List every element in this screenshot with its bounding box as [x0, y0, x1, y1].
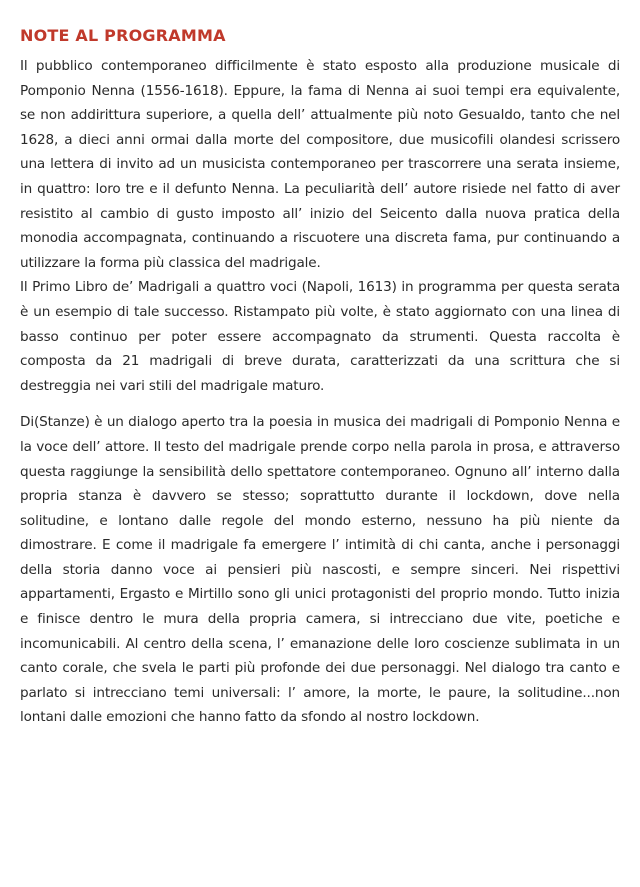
paragraph-nenna-intro: Il pubblico contemporaneo difficilmente è stato esposto alla produzione musicale di Pomponio Nenna (1556-1618). Eppure, la fama di Nenna ai suoi tempi era equivalente, se non addirittura superiore, a quella dell’ attualmente più noto Gesualdo, tanto che nel 1628, a dieci anni ormai dalla morte del compositore, due musicofili olandesi scrissero una lettera di invito ad un musicista contemporaneo per trascorrere una serata insieme, in quattro: loro tre e il defunto Nenna. La peculiarità dell’ autore risiede nel fatto di aver resistito al cambio di gusto imposto all’ inizio del Seicento dalla nuova pratica della monodia accompagnata, continuando a riscuotere una discreta fama, pur continuando a utilizzare la forma più classica del madrigale.	[20, 58, 620, 271]
program-notes	[20, 26, 620, 730]
page-title: NOTE AL PROGRAMMA	[20, 26, 226, 45]
paragraph-distanze: Di(Stanze) è un dialogo aperto tra la poesia in musica dei madrigali di Pomponio Nenna e la voce dell’ attore. Il testo del madrigale prende corpo nella parola in prosa, e attraverso questa raggiunge la sensibilità dello spettatore contemporaneo. Ognuno all’ interno dalla propria stanza è davvero se stesso; soprattutto durante il lockdown, dove nella solitudine, e lontano dalle regole del mondo esterno, nessuno ha più niente da dimostrare. E come il madrigale fa emergere l’ intimità di chi canta, anche i personaggi della storia danno voce ai pensieri più nascosti, e sempre sinceri. Nei rispettivi appartamenti, Ergasto e Mirtillo sono gli unici protagonisti del proprio mondo. Tutto inizia e finisce dentro le mura della propria camera, si intrecciano due vite, poetiche e incomunicabili. Al centro della scena, l’ emanazione delle loro coscienze sublimata in un canto corale, che svela le parti più profonde dei due personaggi. Nel dialogo tra canto e parlato si intrecciano temi universali: l’ amore, la morte, le paure, la solitudine...non lontani dalle emozioni che hanno fatto da sfondo al nostro lockdown.	[20, 414, 620, 726]
paragraph-primo-libro: Il Primo Libro de’ Madrigali a quattro voci (Napoli, 1613) in programma per questa serata è un esempio di tale successo. Ristampato più volte, è stato aggiornato con una linea di basso continuo per poter essere accompagnato da strumenti. Questa raccolta è composta da 21 madrigali di breve durata, caratterizzati da una scrittura che si destreggia nei vari stili del madrigale maturo.	[20, 279, 620, 394]
